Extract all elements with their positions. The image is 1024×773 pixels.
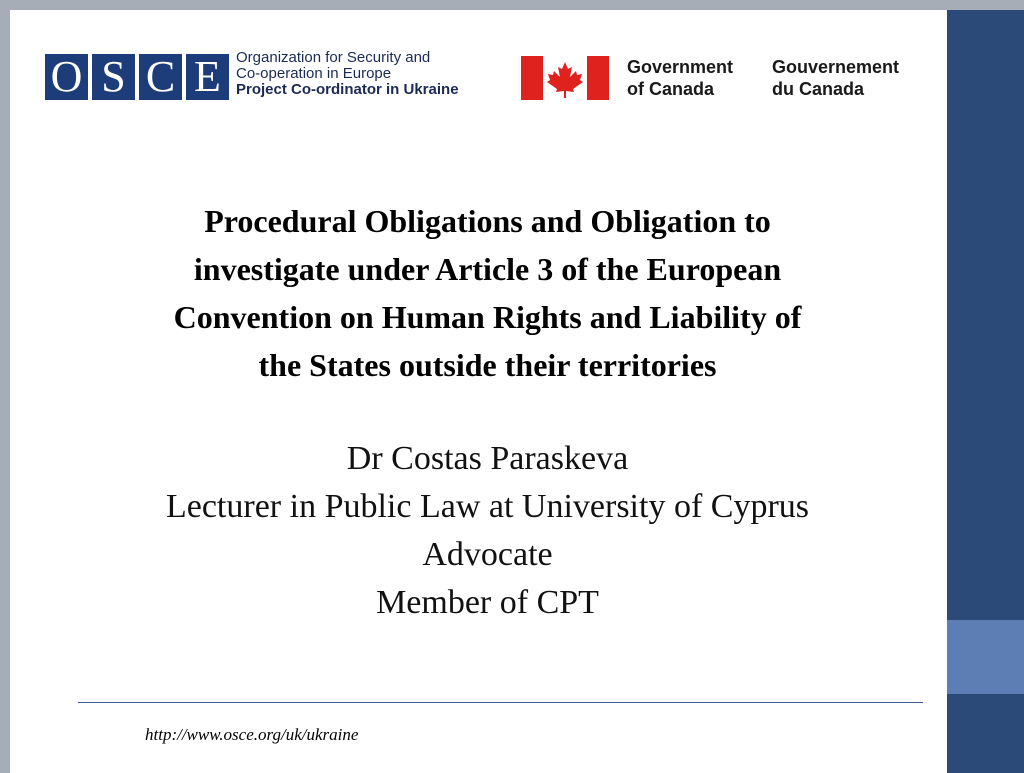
osce-letter: E [186, 54, 229, 100]
osce-letter: S [92, 54, 135, 100]
author-membership: Member of CPT [376, 584, 599, 621]
author-block [60, 435, 915, 627]
gov-fr-line: du Canada [772, 79, 865, 99]
osce-letter: O [45, 54, 88, 100]
title-line: Procedural Obligations and Obligation to [204, 203, 771, 239]
gov-en-line: of Canada [627, 79, 715, 99]
slide [10, 10, 1024, 773]
slide-title [60, 197, 915, 389]
gov-fr-line: Gouvernement [772, 57, 900, 77]
title-line: investigate under Article 3 of the European [193, 251, 782, 287]
government-of-canada-text [627, 56, 733, 100]
side-accent-highlight [947, 620, 1024, 694]
footer-divider [78, 702, 923, 703]
author-position: Lecturer in Public Law at University of Cyprus [165, 488, 809, 525]
osce-line: Project Co-ordinator in Ukraine [236, 81, 459, 98]
title-line: the States outside their territories [258, 347, 717, 383]
gov-en-line: Government [627, 57, 734, 77]
osce-logo [45, 54, 229, 100]
canada-flag-icon [521, 56, 609, 100]
osce-line: Organization for Security and [236, 49, 431, 66]
footer-url: http://www.osce.org/uk/ukraine [145, 725, 359, 744]
title-line: Convention on Human Rights and Liability of [173, 299, 802, 335]
osce-letter: C [139, 54, 182, 100]
osce-organization-text [236, 50, 459, 98]
gouvernement-du-canada-text [772, 56, 899, 100]
osce-line: Co-operation in Europe [236, 65, 392, 82]
author-role: Advocate [422, 536, 553, 573]
author-name: Dr Costas Paraskeva [346, 440, 629, 477]
